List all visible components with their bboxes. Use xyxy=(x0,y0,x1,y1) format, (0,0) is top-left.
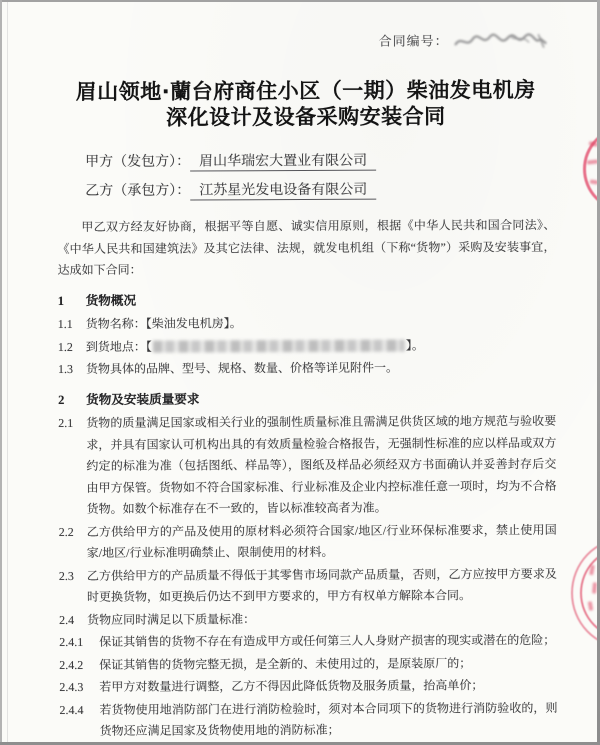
clause-1-3 xyxy=(58,357,556,381)
clause-text: 若货物使用地消防部门在进行消防检验时，须对本合同项下的货物进行消防验收的，则货物还应满足国家及货物使用地的消防标准； xyxy=(99,700,558,738)
clause-2-4-4 xyxy=(59,697,557,742)
clause-2-4-3 xyxy=(59,675,557,699)
party-a-row xyxy=(85,151,555,173)
section-number: 1 xyxy=(57,293,65,308)
clause-text-suffix: 】。 xyxy=(405,337,424,353)
clause-text: 若甲方对数量进行调整，乙方不得因此降低货物及服务质量，抬高单价； xyxy=(99,678,484,694)
section-heading-text: 货物及安装质量要求 xyxy=(86,391,200,407)
clause-text xyxy=(86,334,556,358)
party-a-label: 甲方（发包方）： xyxy=(85,154,191,170)
clause-text: 货物名称：【柴油发电机房】。 xyxy=(85,316,242,331)
clause-2-2 xyxy=(59,519,557,564)
section-number: 2 xyxy=(58,392,65,407)
clause-text: 乙方供给甲方的产品质量不得低于其零售市场同款产品质量，否则，乙方应按甲方要求及时更换货物，如更换后仍达不到甲方要求的，甲方有权单方解除本合同。 xyxy=(86,566,557,604)
contract-title xyxy=(57,77,555,131)
contract-number-row xyxy=(57,29,555,55)
clause-2-3 xyxy=(59,563,557,608)
party-b-row xyxy=(85,180,555,202)
clause-2-1 xyxy=(58,411,556,521)
clause-number: 2.4.1 xyxy=(59,634,84,650)
party-b-label: 乙方（承包方）： xyxy=(85,183,191,199)
page-fold-line xyxy=(7,0,8,745)
clause-number: 2.2 xyxy=(58,524,74,539)
section-1-heading xyxy=(58,288,556,312)
page-edge-top xyxy=(0,0,600,2)
clause-text: 保证其销售的货物完整无损，是全新的、未使用过的，是原装原厂的； xyxy=(99,655,472,672)
section-2-heading xyxy=(58,387,556,411)
clause-number: 2.3 xyxy=(58,568,74,583)
contract-title-line1: 眉山领地·蘭台府商住小区（一期）柴油发电机房 xyxy=(75,77,536,104)
clause-number: 2.4.3 xyxy=(59,679,84,695)
clause-2-4-1 xyxy=(59,630,557,654)
parties-block xyxy=(85,151,555,202)
clause-2-4 xyxy=(59,607,557,631)
contract-number-handwriting xyxy=(453,30,549,52)
section-heading-text: 货物概况 xyxy=(85,293,137,308)
clause-number: 1.3 xyxy=(57,361,74,377)
clause-text: 货物应同时满足以下质量标准： xyxy=(87,611,256,627)
redacted-delivery-location xyxy=(153,339,405,352)
clause-1-1 xyxy=(58,312,556,336)
clause-text: 货物具体的品牌、型号、规格、数量、价格等详见附件一。 xyxy=(85,360,399,376)
clause-number: 2.4.4 xyxy=(59,702,84,717)
clause-text: 保证其销售的货物不存在有造成甲方或任何第三人人身财产损害的现实或潜在的危险； xyxy=(99,632,556,649)
page-edge-left xyxy=(0,0,2,745)
clause-text: 乙方供给甲方的产品及使用的原材料必须符合国家/地区/行业环保标准要求，禁止使用国家/地区/行业标准明确禁止、限制使用的材料。 xyxy=(86,522,557,560)
clause-number: 1.1 xyxy=(57,316,73,332)
clause-number: 1.2 xyxy=(57,339,73,354)
party-a-name: 眉山华瑞宏大置业有限公司 xyxy=(190,154,376,172)
clause-2-4-2 xyxy=(59,652,557,676)
contract-number-label: 合同编号： xyxy=(378,33,449,49)
clause-number: 2.4 xyxy=(59,612,75,627)
clause-1-2 xyxy=(58,334,556,358)
clause-number: 2.4.2 xyxy=(59,657,84,672)
clause-text-prefix: 到货地点：【 xyxy=(85,339,152,354)
contract-title-line2: 深化设计及设备采购安装合同 xyxy=(166,104,446,130)
party-b-name: 江苏星光发电设备有限公司 xyxy=(190,183,376,201)
preamble-paragraph: 甲乙双方经友好协商，根据平等自愿、诚实信用原则，根据《中华人民共和国合同法》、《中华人民共和国建筑法》及其它法律、法规，就发电机组（下称“货物”）采购及安装事宜，达成如下合同： xyxy=(57,217,556,278)
clause-text: 货物的质量满足国家或相关行业的强制性质量标准且需满足供货区域的地方规范与验收要求，并具有国家认可机构出具的有效质量检验合格报告，无强制性标准的应以样品或双方约定的标准为准（包括图纸、样品等），图纸及样品必须经双方书面确认并妥善封存后交由甲方保管。货物如不符合国家标准、行业标准及企业内控标准任意一项时，均为不合格货物。如数个标准存在不一致的，皆以标准较高者为准。 xyxy=(86,413,557,516)
clause-number: 2.1 xyxy=(58,415,74,431)
